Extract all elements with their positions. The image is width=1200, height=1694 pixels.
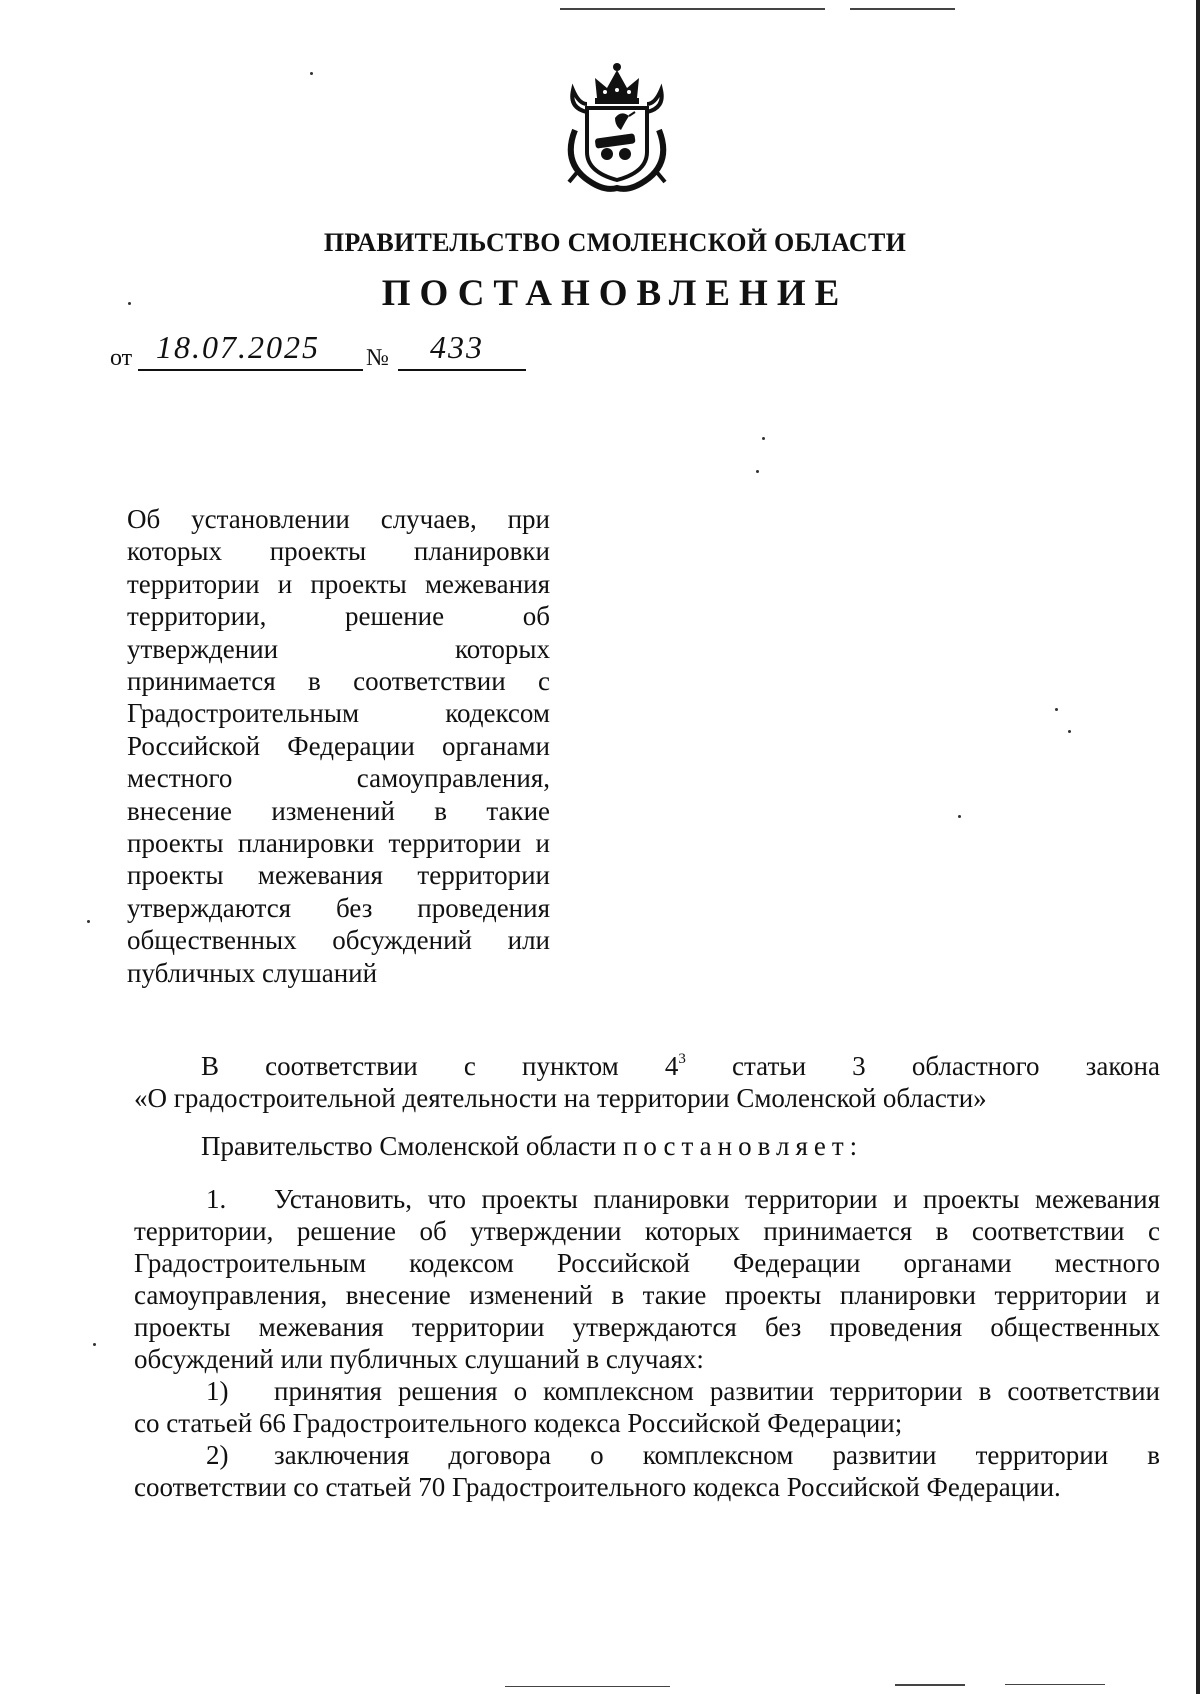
subclause-2-number: 2) xyxy=(206,1440,229,1470)
scan-speck xyxy=(958,815,961,818)
subclause-2-text: заключения договора о комплексном развитии территории в xyxy=(274,1440,1160,1470)
subject-line: утверждаются без проведения xyxy=(127,892,550,923)
scan-line-top-right xyxy=(850,8,955,10)
scan-speck xyxy=(756,470,759,473)
decree-prefix: Правительство Смоленской области xyxy=(201,1131,623,1161)
scan-line-bottom xyxy=(505,1686,670,1687)
smolensk-coat-of-arms-icon xyxy=(555,60,680,195)
subclause-1-text: принятия решения о комплексном развитии территории в соответствии xyxy=(274,1376,1160,1406)
date-prefix: от xyxy=(110,345,133,371)
subject-line: Российской Федерации органами xyxy=(127,730,550,761)
subject-line: Об установлении случаев, при xyxy=(127,504,550,534)
organization-name: ПРАВИТЕЛЬСТВО СМОЛЕНСКОЙ ОБЛАСТИ xyxy=(323,228,907,257)
preamble-text-2: статьи 3 областного закона xyxy=(685,1051,1160,1081)
subject-line: которых проекты планировки xyxy=(127,536,550,567)
scan-line-bottom-right xyxy=(895,1684,965,1686)
scan-speck xyxy=(87,920,90,923)
clause-1-line: Градостроительным кодексом Российской Федерации органами местного xyxy=(134,1248,1160,1278)
document-date: 18.07.2025 xyxy=(156,329,320,365)
subject-line: утверждении которых xyxy=(127,633,550,664)
scan-speck xyxy=(93,1343,96,1346)
subclause-2-line xyxy=(134,1439,1160,1471)
decree-verb: постановляет: xyxy=(622,1131,864,1161)
subject-line: принимается в соответствии с xyxy=(127,666,550,697)
clause-1-line: самоуправления, внесение изменений в такие проекты планировки территории и xyxy=(134,1280,1160,1310)
subclause-1-line xyxy=(134,1375,1160,1407)
clause-1-line: обсуждений или публичных слушаний в случаях: xyxy=(134,1344,704,1374)
number-label: № xyxy=(366,345,389,371)
scan-speck xyxy=(1055,708,1058,711)
clause-1-line xyxy=(134,1183,1160,1215)
scan-speck xyxy=(310,72,313,75)
subject-line: территории, решение об xyxy=(127,601,550,632)
scan-line-bottom-right-2 xyxy=(1005,1684,1105,1685)
subclause-2-line: соответствии со статьей 70 Градостроительного кодекса Российской Федерации. xyxy=(134,1472,1061,1502)
subclause-1-number: 1) xyxy=(206,1376,229,1406)
preamble-line-1 xyxy=(134,1043,1160,1082)
preamble-superscript: 3 xyxy=(678,1051,686,1067)
preamble-line-2: «О градостроительной деятельности на территории Смоленской области» xyxy=(134,1083,987,1113)
scan-line-top xyxy=(560,8,825,10)
scan-speck xyxy=(1068,730,1071,733)
preamble xyxy=(134,1043,1160,1114)
clause-1-text: Установить, что проекты планировки территории и проекты межевания xyxy=(274,1184,1160,1214)
subject-line: внесение изменений в такие xyxy=(127,795,550,826)
clause-1-number: 1. xyxy=(206,1184,227,1214)
date-underline xyxy=(138,369,363,371)
subject-line: проекты планировки территории и xyxy=(127,828,550,859)
subject-line: Градостроительным кодексом xyxy=(127,698,550,729)
scan-speck xyxy=(762,437,765,440)
document-type: ПОСТАНОВЛЕНИЕ xyxy=(381,273,849,314)
clause-1 xyxy=(134,1183,1160,1375)
subclause-1 xyxy=(134,1375,1160,1439)
number-underline xyxy=(398,369,526,371)
document-number: 433 xyxy=(430,329,484,365)
document-subject xyxy=(127,503,550,989)
subject-line: общественных обсуждений или xyxy=(127,925,550,956)
subclause-1-line: со статьей 66 Градостроительного кодекса Российской Федерации; xyxy=(134,1408,903,1438)
clause-1-line: территории, решение об утверждении которых принимается в соответствии с xyxy=(134,1216,1160,1246)
subject-line: территории и проекты межевания xyxy=(127,568,550,599)
subclause-2 xyxy=(134,1439,1160,1503)
subject-line: публичных слушаний xyxy=(127,957,378,988)
clause-1-line: проекты межевания территории утверждаются без проведения общественных xyxy=(134,1312,1160,1342)
subject-line: проекты межевания территории xyxy=(127,860,550,891)
preamble-text-1: В соответствии с пунктом 4 xyxy=(201,1051,679,1081)
subject-line: местного самоуправления, xyxy=(127,763,550,794)
decree-formula xyxy=(201,1130,863,1162)
